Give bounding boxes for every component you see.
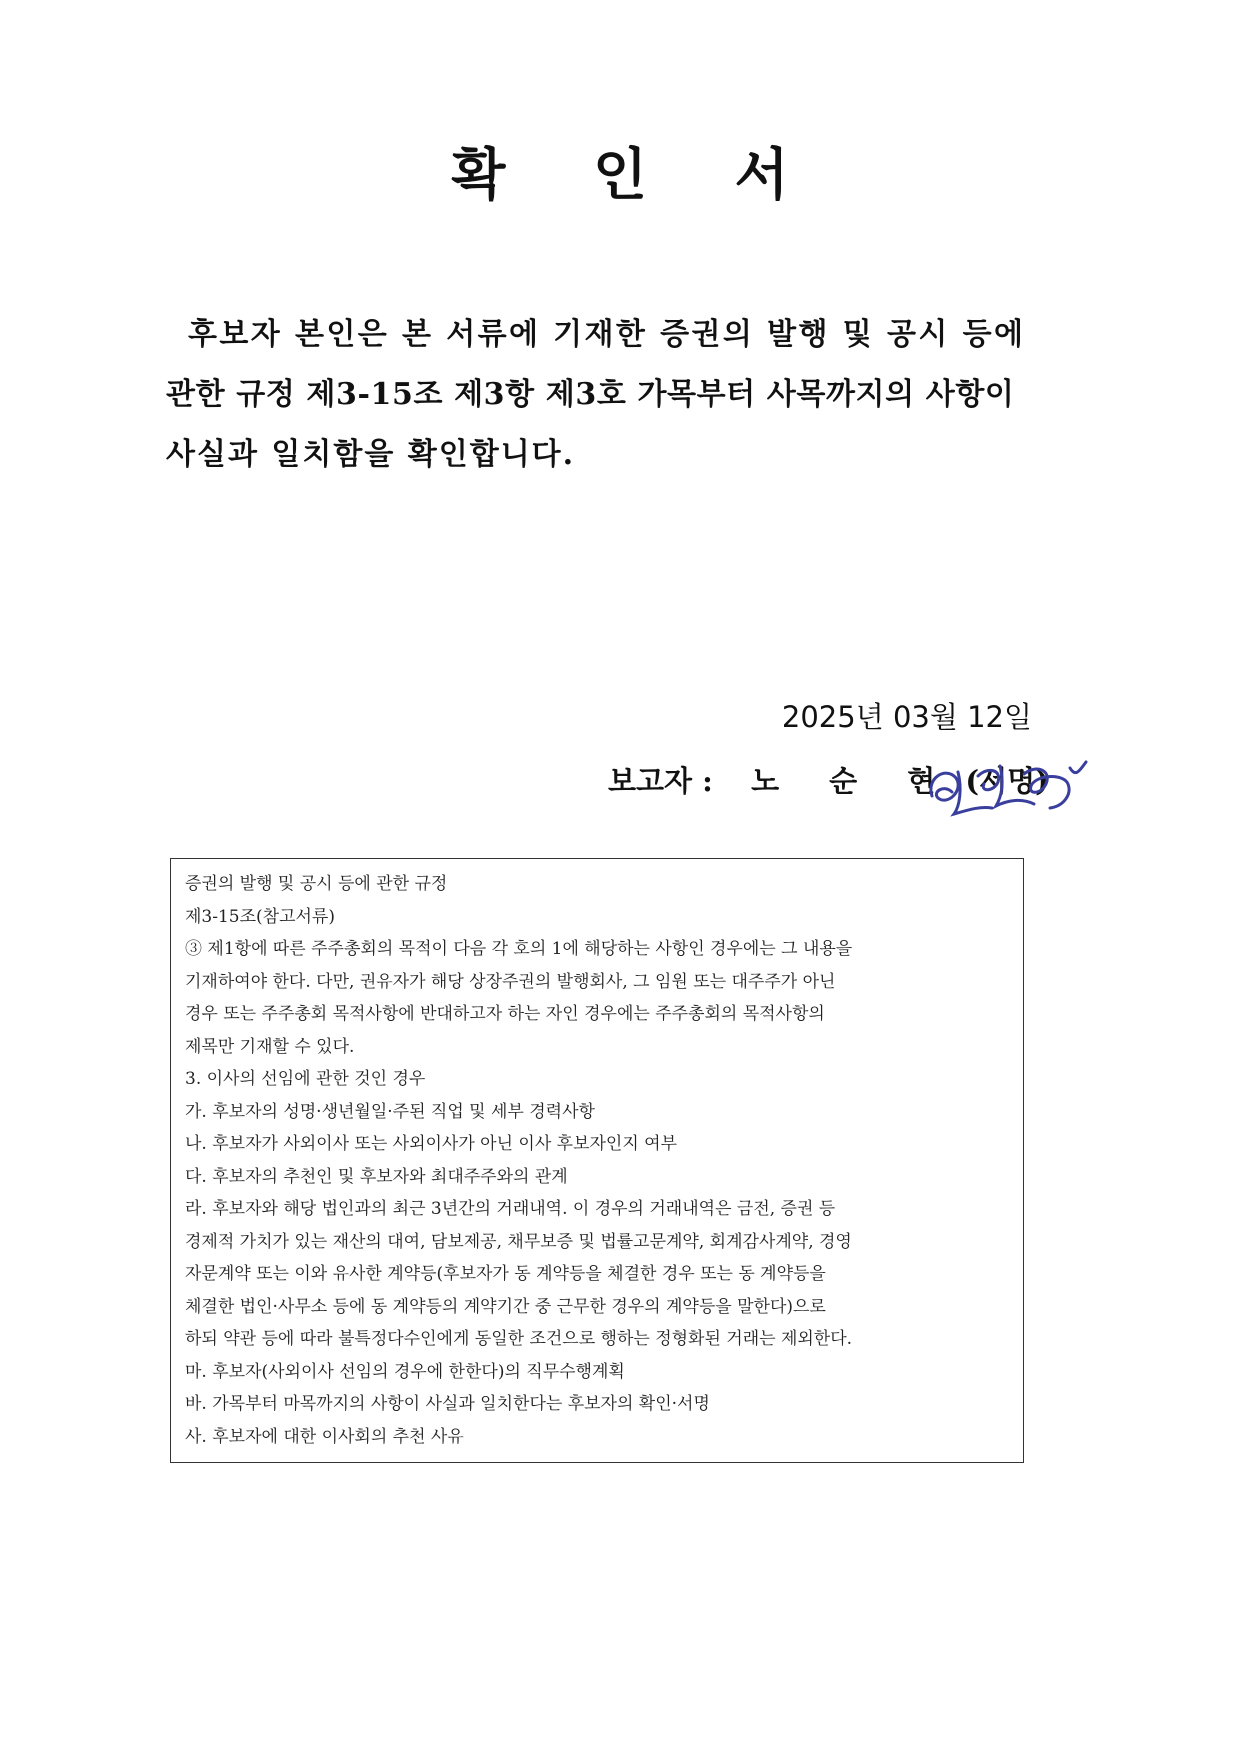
signature-label: (서명) bbox=[965, 764, 1049, 798]
handwritten-signature bbox=[918, 748, 1098, 828]
reference-line: 마. 후보자(사외이사 선임의 경우에 한한다)의 직무수행계획 bbox=[185, 1361, 625, 1382]
confirmation-statement bbox=[166, 305, 1036, 485]
reference-line: 나. 후보자가 사외이사 또는 사외이사가 아닌 이사 후보자인지 여부 bbox=[185, 1134, 678, 1154]
statement-line: 후보자 본인은 본 서류에 기재한 증권의 발행 및 공시 등에 bbox=[188, 317, 1026, 352]
reference-line: 제3-15조(참고서류) bbox=[185, 906, 335, 927]
reference-line: 제목만 기재할 수 있다. bbox=[185, 1036, 355, 1057]
reference-line: 체결한 법인·사무소 등에 동 계약등의 계약기간 중 근무한 경우의 계약등을 말한다)으로 bbox=[185, 1296, 826, 1317]
reference-line: 가. 후보자의 성명·생년월일·주된 직업 및 세부 경력사항 bbox=[185, 1101, 595, 1122]
reference-line: 하되 약관 등에 따라 불특정다수인에게 동일한 조건으로 행하는 정형화된 거래는 제외한다. bbox=[185, 1329, 853, 1349]
reference-line: 바. 가목부터 마목까지의 사항이 사실과 일치한다는 후보자의 확인·서명 bbox=[185, 1394, 710, 1414]
reference-line: 사. 후보자에 대한 이사회의 추천 사유 bbox=[185, 1426, 464, 1447]
document-title: 확 인 서 bbox=[451, 142, 823, 208]
reference-regulation-box bbox=[170, 858, 1024, 1463]
reference-line: 라. 후보자와 해당 법인과의 최근 3년간의 거래내역. 이 경우의 거래내역은 금전, 증권 등 bbox=[185, 1199, 836, 1219]
reference-line: 경제적 가치가 있는 재산의 대여, 담보제공, 채무보증 및 법률고문계약, 회계감사계약, 경영 bbox=[185, 1231, 852, 1252]
reference-line: 다. 후보자의 추천인 및 후보자와 최대주주와의 관계 bbox=[185, 1166, 568, 1187]
reporter-name: 노 순 현 bbox=[751, 764, 956, 798]
reporter-label: 보고자 : bbox=[608, 764, 713, 798]
reference-line: 증권의 발행 및 공시 등에 관한 규정 bbox=[185, 874, 448, 894]
reference-line: 3. 이사의 선임에 관한 것인 경우 bbox=[185, 1069, 426, 1089]
statement-line: 관한 규정 제3-15조 제3항 제3호 가목부터 사목까지의 사항이 bbox=[166, 377, 1015, 412]
reference-line: 자문계약 또는 이와 유사한 계약등(후보자가 동 계약등을 체결한 경우 또는 동 계약등을 bbox=[185, 1264, 826, 1284]
document-date: 2025년 03월 12일 bbox=[781, 700, 1032, 734]
reference-line: 기재하여야 한다. 다만, 권유자가 해당 상장주권의 발행회사, 그 임원 또는 대주주가 아닌 bbox=[185, 971, 836, 992]
reference-line: 경우 또는 주주총회 목적사항에 반대하고자 하는 자인 경우에는 주주총회의 목적사항의 bbox=[185, 1004, 825, 1024]
reference-line: ③ 제1항에 따른 주주총회의 목적이 다음 각 호의 1에 해당하는 사항인 경우에는 그 내용을 bbox=[185, 939, 853, 959]
statement-line: 사실과 일치함을 확인합니다. bbox=[166, 437, 576, 472]
